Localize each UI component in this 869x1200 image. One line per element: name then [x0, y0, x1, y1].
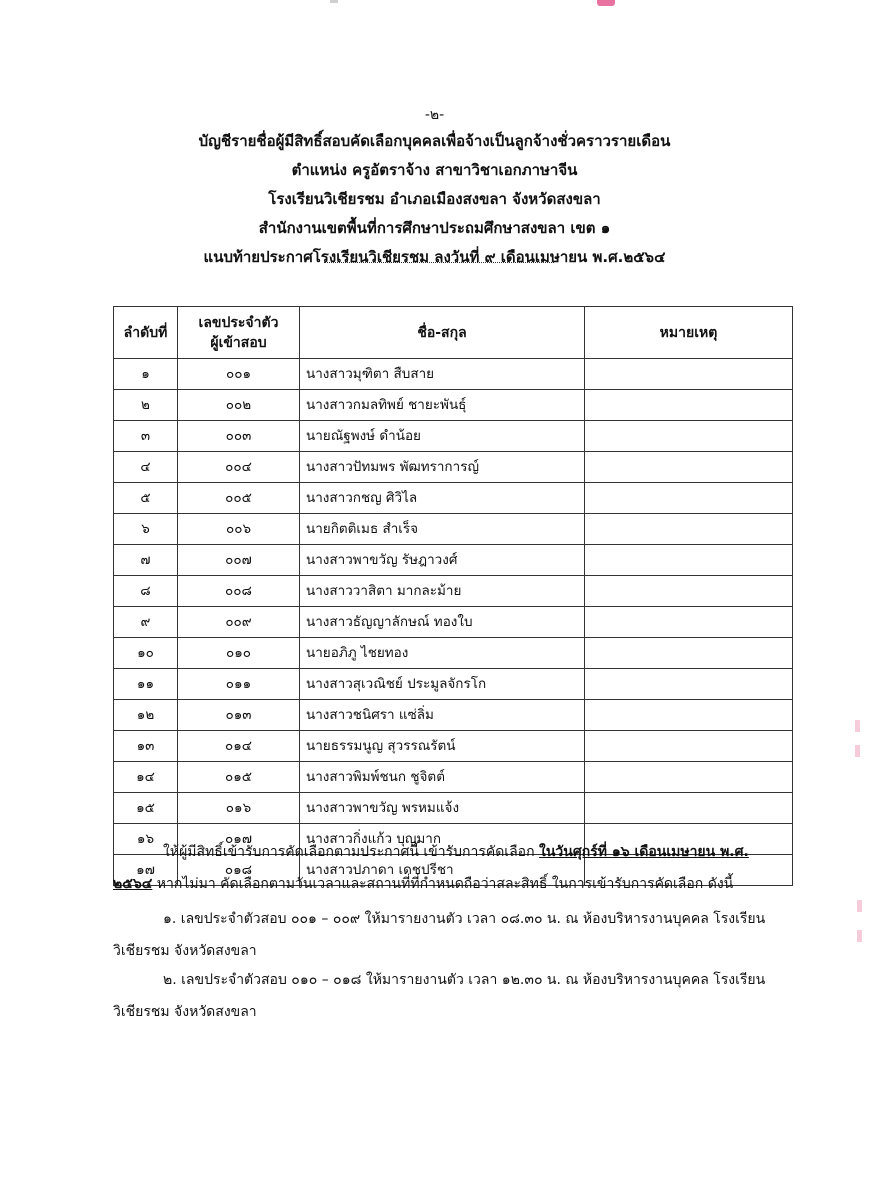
cell-remark — [585, 452, 793, 483]
header-id-line2: ผู้เข้าสอบ — [210, 334, 267, 351]
table-row — [114, 545, 793, 576]
cell-order: ๑๔ — [114, 762, 178, 793]
cell-order: ๑๗ — [114, 855, 178, 886]
header-attachment: แนบท้ายประกาศโรงเรียนวิเชียรชม ลงวันที่ ๙ เดือนเมษายน พ.ศ.๒๕๖๔ — [203, 248, 666, 266]
cell-name: นายธรรมนูญ สุวรรณรัตน์ — [300, 731, 585, 762]
cell-name: นางสาวพาขวัญ พรหมแจ้ง — [300, 793, 585, 824]
table-row — [114, 762, 793, 793]
header-id — [178, 307, 300, 359]
cell-remark — [585, 669, 793, 700]
cell-name: นางสาวปัทมพร พัฒทราการญ์ — [300, 452, 585, 483]
cell-remark — [585, 514, 793, 545]
cell-remark — [585, 607, 793, 638]
table-row — [114, 731, 793, 762]
cell-id: ๐๑๘ — [178, 855, 300, 886]
cell-remark — [585, 545, 793, 576]
cell-order: ๗ — [114, 545, 178, 576]
cell-name: นางสาวปภาดา เดชปรีชา — [300, 855, 585, 886]
cell-remark — [585, 483, 793, 514]
cell-name: นางสาวกิ่งแก้ว บุญมาก — [300, 824, 585, 855]
scan-mark-gray — [330, 0, 338, 3]
table-row — [114, 638, 793, 669]
cell-remark — [585, 390, 793, 421]
cell-id: ๐๐๑ — [178, 359, 300, 390]
margin-stamp-mark — [857, 930, 862, 942]
header-remark: หมายเหตุ — [585, 307, 793, 359]
cell-order: ๕ — [114, 483, 178, 514]
cell-order: ๑ — [114, 359, 178, 390]
cell-name: นายณัฐพงษ์ ดำน้อย — [300, 421, 585, 452]
document-header — [0, 127, 869, 272]
notice-intro-part1: ให้ผู้มีสิทธิ์เข้ารับการคัดเลือกตามประกาศนี้ เข้ารับการคัดเลือก — [163, 844, 539, 860]
cell-order: ๘ — [114, 576, 178, 607]
cell-id: ๐๐๒ — [178, 390, 300, 421]
cell-remark — [585, 359, 793, 390]
cell-remark — [585, 700, 793, 731]
header-position: ตำแหน่ง ครูอัตราจ้าง สาขาวิชาเอกภาษาจีน — [291, 161, 578, 179]
candidate-table — [113, 306, 793, 886]
cell-id: ๐๐๓ — [178, 421, 300, 452]
cell-order: ๓ — [114, 421, 178, 452]
cell-order: ๑๖ — [114, 824, 178, 855]
cell-id: ๐๐๕ — [178, 483, 300, 514]
cell-id: ๐๑๖ — [178, 793, 300, 824]
cell-order: ๑๓ — [114, 731, 178, 762]
dotted-divider — [324, 262, 554, 263]
cell-order: ๙ — [114, 607, 178, 638]
cell-id: ๐๑๕ — [178, 762, 300, 793]
cell-id: ๐๐๗ — [178, 545, 300, 576]
cell-order: ๒ — [114, 390, 178, 421]
cell-name: นางสาวกชญ ศิวิไล — [300, 483, 585, 514]
table-row — [114, 793, 793, 824]
header-order: ลำดับที่ — [114, 307, 178, 359]
table-row — [114, 359, 793, 390]
cell-order: ๑๒ — [114, 700, 178, 731]
table-row — [114, 390, 793, 421]
table-row — [114, 483, 793, 514]
cell-name: นางสาวสุเวณิชย์ ประมูลจักรโก — [300, 669, 585, 700]
header-name: ชื่อ-สกุล — [300, 307, 585, 359]
cell-order: ๑๑ — [114, 669, 178, 700]
margin-stamp-mark — [855, 745, 860, 757]
cell-id: ๐๑๑ — [178, 669, 300, 700]
header-id-line1: เลขประจำตัว — [198, 314, 279, 331]
cell-order: ๔ — [114, 452, 178, 483]
notice-intro-part2: หากไม่มา คัดเลือกตามวันเวลาและสถานที่ที่กำหนดถือว่าสละสิทธิ์ ในการเข้ารับการคัดเลือก ดังนี้ — [152, 876, 734, 892]
page-number: -๒- — [424, 107, 445, 123]
cell-order: ๖ — [114, 514, 178, 545]
cell-name: นางสาวพาขวัญ รัษฎาวงศ์ — [300, 545, 585, 576]
cell-id: ๐๐๖ — [178, 514, 300, 545]
cell-remark — [585, 731, 793, 762]
cell-remark — [585, 638, 793, 669]
cell-name: นางสาวพิมพ์ชนก ชูจิตต์ — [300, 762, 585, 793]
notice-item-1-text: ๑. เลขประจำตัวสอบ ๐๐๑ – ๐๐๙ ให้มารายงานตัว เวลา ๐๘.๓๐ น. ณ ห้องบริหารงานบุคคล โรงเรียนวิเชียรชม จังหวัดสงขลา — [113, 911, 766, 959]
table-row — [114, 700, 793, 731]
cell-id: ๐๑๔ — [178, 731, 300, 762]
cell-name: นายกิตติเมธ สำเร็จ — [300, 514, 585, 545]
table-body — [114, 359, 793, 886]
cell-remark — [585, 762, 793, 793]
cell-id: ๐๐๘ — [178, 576, 300, 607]
margin-stamp-mark — [855, 720, 860, 732]
cell-id: ๐๐๙ — [178, 607, 300, 638]
cell-order: ๑๐ — [114, 638, 178, 669]
notice-exam-date: ในวันศุกร์ที่ ๑๖ เดือนเมษายน พ.ศ. ๒๕๖๔ — [113, 844, 749, 892]
notice-intro — [113, 836, 783, 900]
header-office: สำนักงานเขตพื้นที่การศึกษาประถมศึกษาสงขลา เขต ๑ — [258, 219, 611, 237]
table-row — [114, 514, 793, 545]
cell-id: ๐๐๔ — [178, 452, 300, 483]
cell-remark — [585, 576, 793, 607]
cell-name: นางสาวชนิศรา แซ่ลิ่ม — [300, 700, 585, 731]
cell-id: ๐๑๐ — [178, 638, 300, 669]
cell-remark — [585, 421, 793, 452]
margin-stamp-mark — [857, 900, 862, 912]
header-title: บัญชีรายชื่อผู้มีสิทธิ์สอบคัดเลือกบุคคลเพื่อจ้างเป็นลูกจ้างชั่วคราวรายเดือน — [198, 132, 671, 150]
cell-id: ๐๑๗ — [178, 824, 300, 855]
table-row — [114, 576, 793, 607]
table-header-row — [114, 307, 793, 359]
notice-item-2 — [113, 964, 783, 1028]
notice-item-2-text: ๒. เลขประจำตัวสอบ ๐๑๐ – ๐๑๘ ให้มารายงานตัว เวลา ๑๒.๓๐ น. ณ ห้องบริหารงานบุคคล โรงเรียนวิเชียรชม จังหวัดสงขลา — [113, 972, 766, 1020]
cell-name: นางสาวกมลทิพย์ ชายะพันธุ์ — [300, 390, 585, 421]
table-row — [114, 452, 793, 483]
cell-name: นายอภิภู ไชยทอง — [300, 638, 585, 669]
cell-remark — [585, 793, 793, 824]
header-school: โรงเรียนวิเชียรชม อำเภอเมืองสงขลา จังหวัดสงขลา — [268, 190, 601, 208]
cell-name: นางสาวธัญญาลักษณ์ ทองใบ — [300, 607, 585, 638]
notice-item-1 — [113, 903, 783, 967]
cell-id: ๐๑๓ — [178, 700, 300, 731]
stamp-mark-pink — [597, 0, 615, 6]
cell-name: นางสาวมุฑิตา สืบสาย — [300, 359, 585, 390]
table-row — [114, 421, 793, 452]
table-row — [114, 607, 793, 638]
cell-order: ๑๕ — [114, 793, 178, 824]
cell-name: นางสาววาสิตา มากละม้าย — [300, 576, 585, 607]
table-row — [114, 669, 793, 700]
